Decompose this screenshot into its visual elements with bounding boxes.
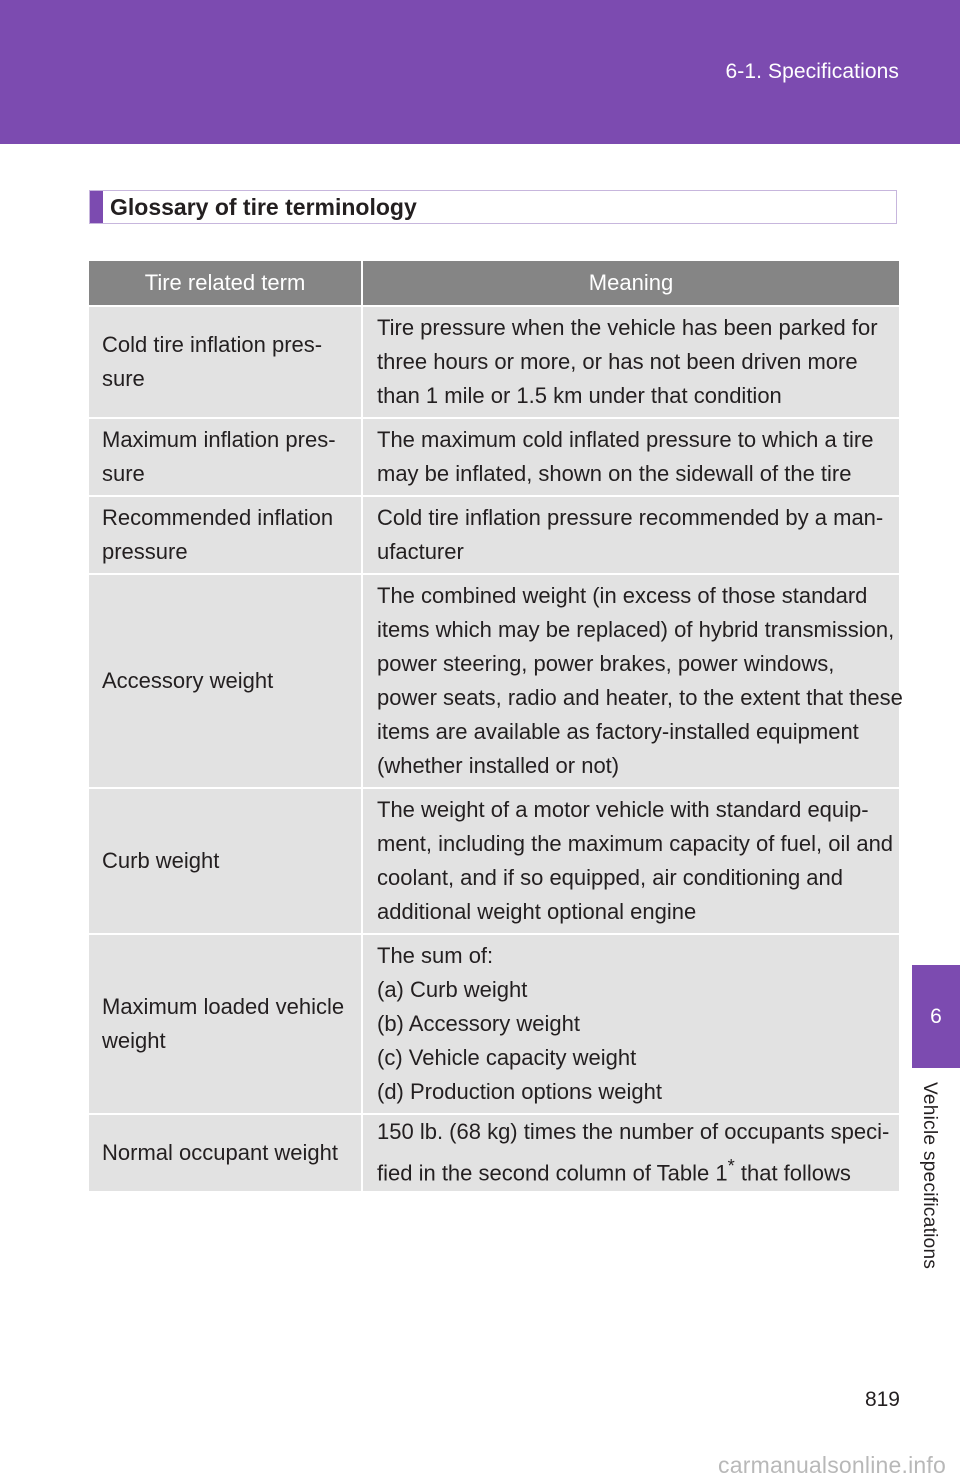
- meaning-line: items are available as factory-installed equipment: [377, 719, 859, 744]
- term-cell: [89, 496, 362, 574]
- meaning-line: additional weight optional engine: [377, 899, 697, 924]
- chapter-tab[interactable]: 6: [912, 965, 960, 1068]
- meaning-cell: [362, 1114, 899, 1191]
- table-row: [89, 574, 899, 788]
- heading-accent-bar: [90, 191, 103, 223]
- term-line: Normal occupant weight: [102, 1140, 339, 1165]
- meaning-line: ment, including the maximum capacity of fuel, oil and: [377, 831, 894, 856]
- term-line: sure: [102, 366, 145, 391]
- term-cell: [89, 418, 362, 496]
- term-line: Recommended inflation: [102, 505, 334, 530]
- term-line: Maximum inflation pres-: [102, 427, 336, 452]
- term-cell: [89, 306, 362, 418]
- meaning-line: 150 lb. (68 kg) times the number of occupants speci-: [377, 1119, 890, 1145]
- meaning-line: power steering, power brakes, power windows,: [377, 651, 835, 676]
- meaning-line: (c) Vehicle capacity weight: [377, 1045, 637, 1070]
- meaning-line: [377, 1149, 893, 1190]
- watermark: carmanualsonline.info: [718, 1452, 946, 1478]
- heading-text: Glossary of tire terminology: [110, 194, 417, 220]
- term-line: Curb weight: [102, 848, 220, 873]
- meaning-line: The weight of a motor vehicle with standard equip-: [377, 797, 869, 822]
- meaning-line: items which may be replaced) of hybrid transmission,: [377, 617, 895, 642]
- meaning-line: power seats, radio and heater, to the extent that these: [377, 685, 903, 710]
- term-line: Cold tire inflation pres-: [102, 332, 323, 357]
- term-cell: [89, 574, 362, 788]
- meaning-cell: [362, 496, 899, 574]
- meaning-cell: [362, 306, 899, 418]
- meaning-line: coolant, and if so equipped, air conditioning and: [377, 865, 844, 890]
- meaning-line: The combined weight (in excess of those standard: [377, 583, 868, 608]
- term-line: weight: [102, 1028, 166, 1053]
- term-line: Accessory weight: [102, 668, 274, 693]
- table-header-row: [89, 261, 899, 306]
- table-row: [89, 788, 899, 934]
- column-header-meaning: Meaning: [362, 261, 899, 306]
- meaning-line: three hours or more, or has not been driven more: [377, 349, 858, 374]
- table-row: [89, 496, 899, 574]
- column-header-term: Tire related term: [89, 261, 362, 306]
- meaning-line: (d) Production options weight: [377, 1079, 662, 1104]
- meaning-line: (a) Curb weight: [377, 977, 528, 1002]
- term-cell: [89, 788, 362, 934]
- meaning-line: The sum of:: [377, 943, 494, 968]
- header-band: [0, 0, 960, 144]
- term-cell: [89, 1114, 362, 1191]
- meaning-text: that follows: [734, 1160, 851, 1186]
- glossary-heading: [89, 190, 897, 224]
- term-line: Maximum loaded vehicle: [102, 994, 345, 1019]
- meaning-line: ufacturer: [377, 539, 464, 564]
- table-row: [89, 418, 899, 496]
- meaning-line: may be inflated, shown on the sidewall of the tire: [377, 461, 852, 486]
- table-row: [89, 306, 899, 418]
- table-row: [89, 1114, 899, 1191]
- table-row: [89, 934, 899, 1114]
- meaning-line: (b) Accessory weight: [377, 1011, 580, 1036]
- meaning-line: than 1 mile or 1.5 km under that condition: [377, 383, 782, 408]
- meaning-line: (whether installed or not): [377, 753, 620, 778]
- term-line: pressure: [102, 539, 188, 564]
- meaning-text: fied in the second column of Table 1: [377, 1160, 728, 1186]
- meaning-cell: [362, 574, 903, 788]
- term-line: sure: [102, 461, 145, 486]
- meaning-line: Cold tire inflation pressure recommended by a man-: [377, 505, 884, 530]
- page-number: 819: [864, 1388, 900, 1411]
- chapter-label: Vehicle specifications: [919, 1082, 940, 1270]
- footnote-asterisk: *: [727, 1155, 735, 1177]
- section-title: 6-1. Specifications: [725, 60, 899, 83]
- meaning-line: Tire pressure when the vehicle has been parked for: [377, 315, 878, 340]
- meaning-cell: [362, 934, 899, 1114]
- meaning-cell: [362, 418, 899, 496]
- meaning-cell: [362, 788, 899, 934]
- glossary-table: [89, 261, 903, 1191]
- term-cell: [89, 934, 362, 1114]
- meaning-line: The maximum cold inflated pressure to which a tire: [377, 427, 874, 452]
